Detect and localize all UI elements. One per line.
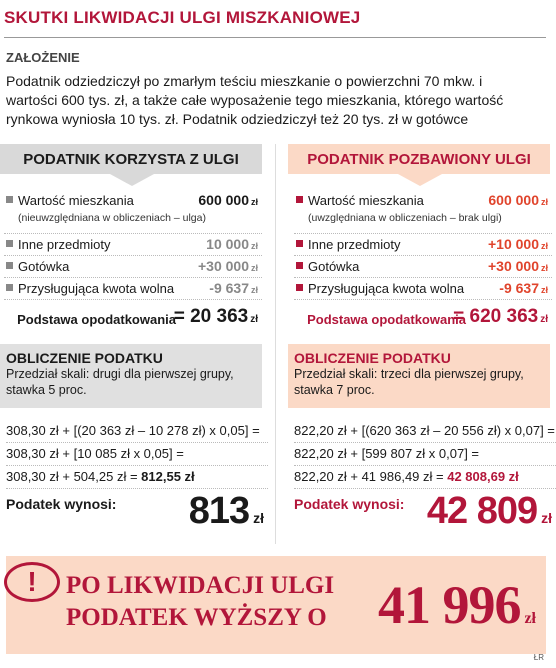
tax-base-value: = 620 363 zł [453,306,548,327]
tax-base-label: Podstawa opodatkowania [17,312,176,327]
header-arrow-left [110,174,154,186]
item-value: 10 000 zł [206,236,258,252]
calculation-box-left [0,344,262,408]
bullet-icon [6,240,13,247]
bullet-icon [6,196,13,203]
calculation-step: 308,30 zł + [10 085 zł x 0,05] = [6,443,268,466]
summary-text: PO LIKWIDACJI ULGI PODATEK WYŻSZY O [66,572,335,631]
tax-base [4,300,262,336]
item-value: 600 000 zł [198,192,258,208]
bullet-icon [6,284,13,291]
calculation-step: 822,20 zł + [599 807 zł x 0,07] = [294,443,556,466]
item-label: Gotówka [308,259,360,274]
header-without-relief: PODATNIK POZBAWIONY ULGI [288,144,550,174]
item-label: Inne przedmioty [308,237,401,252]
list-item [294,278,552,300]
tax-total-right [294,488,552,538]
item-label: Wartość mieszkania [308,193,424,208]
item-note: (uwzględniana w obliczeniach – brak ulgi) [308,212,502,224]
calculation-desc: Przedział skali: trzeci dla pierwszej grupy, stawka 7 proc. [294,367,524,397]
column-divider [275,144,276,544]
bullet-icon [296,284,303,291]
item-value: +30 000 zł [487,258,548,274]
calculation-box-right [288,344,550,408]
calculation-result: 42 808,69 zł [447,469,519,484]
calculation-step: 308,30 zł + 504,25 zł = 812,55 zł [6,466,268,489]
summary-value: 41 996 zł [377,575,536,635]
list-item [4,190,262,234]
item-label: Wartość mieszkania [18,193,134,208]
list-item [294,234,552,256]
list-item [4,278,262,300]
header-with-relief: PODATNIK KORZYSTA Z ULGI [0,144,262,174]
tax-total-left [6,488,264,538]
tax-base-label: Podstawa opodatkowania [307,312,466,327]
calculation-step: 308,30 zł + [(20 363 zł – 10 278 zł) x 0,05] = [6,420,268,443]
title-divider [4,37,546,38]
bullet-icon [296,262,303,269]
list-item [294,190,552,234]
item-note: (nieuwzględniana w obliczeniach – ulga) [18,212,206,224]
item-value: +30 000 zł [197,258,258,274]
list-item [4,234,262,256]
item-value: +10 000 zł [487,236,548,252]
item-label: Przysługująca kwota wolna [308,281,465,296]
calculation-title: OBLICZENIE PODATKU [294,350,451,366]
item-label: Gotówka [18,259,70,274]
page-title: SKUTKI LIKWIDACJI ULGI MISZKANIOWEJ [4,8,361,27]
right-column [294,190,552,336]
item-value: -9 637 zł [499,280,548,296]
item-label: Inne przedmioty [18,237,111,252]
tax-base [294,300,552,336]
calculation-title: OBLICZENIE PODATKU [6,350,163,366]
calculation-result: 812,55 zł [141,469,195,484]
tax-value: 813 zł [188,490,264,532]
calculation-step: 822,20 zł + 41 986,49 zł = 42 808,69 zł [294,466,556,489]
calculation-steps-left [6,420,268,489]
header-arrow-right [398,174,442,186]
calculation-step: 822,20 zł + [(620 363 zł – 20 556 zł) x 0,07] = [294,420,556,443]
bullet-icon [6,262,13,269]
item-value: 600 000 zł [488,192,548,208]
tax-base-value: = 20 363 zł [173,306,258,327]
calculation-steps-right [294,420,556,489]
list-item [4,256,262,278]
tax-value: 42 809 zł [426,490,552,532]
tax-label: Podatek wynosi: [6,496,117,512]
left-column [4,190,262,336]
bullet-icon [296,240,303,247]
item-value: -9 637 zł [209,280,258,296]
calculation-desc: Przedział skali: drugi dla pierwszej grupy, stawka 5 proc. [6,367,234,397]
exclamation-icon: ! [4,562,60,602]
assumption-label: ZAŁOŻENIE [6,50,80,65]
tax-label: Podatek wynosi: [294,496,405,512]
bullet-icon [296,196,303,203]
assumption-text: Podatnik odziedziczył po zmarłym teściu mieszkanie o powierzchni 70 mkw. i wartości 600 tys. zł, a także całe wyposażenie tego mieszkania, którego wartość rynkowa wyniosła 10 tys. zł. Podatnik odziedziczył też 20 tys. zł w gotówce [6,73,504,127]
author-initials: ŁR [533,653,544,662]
item-label: Przysługująca kwota wolna [18,281,175,296]
list-item [294,256,552,278]
